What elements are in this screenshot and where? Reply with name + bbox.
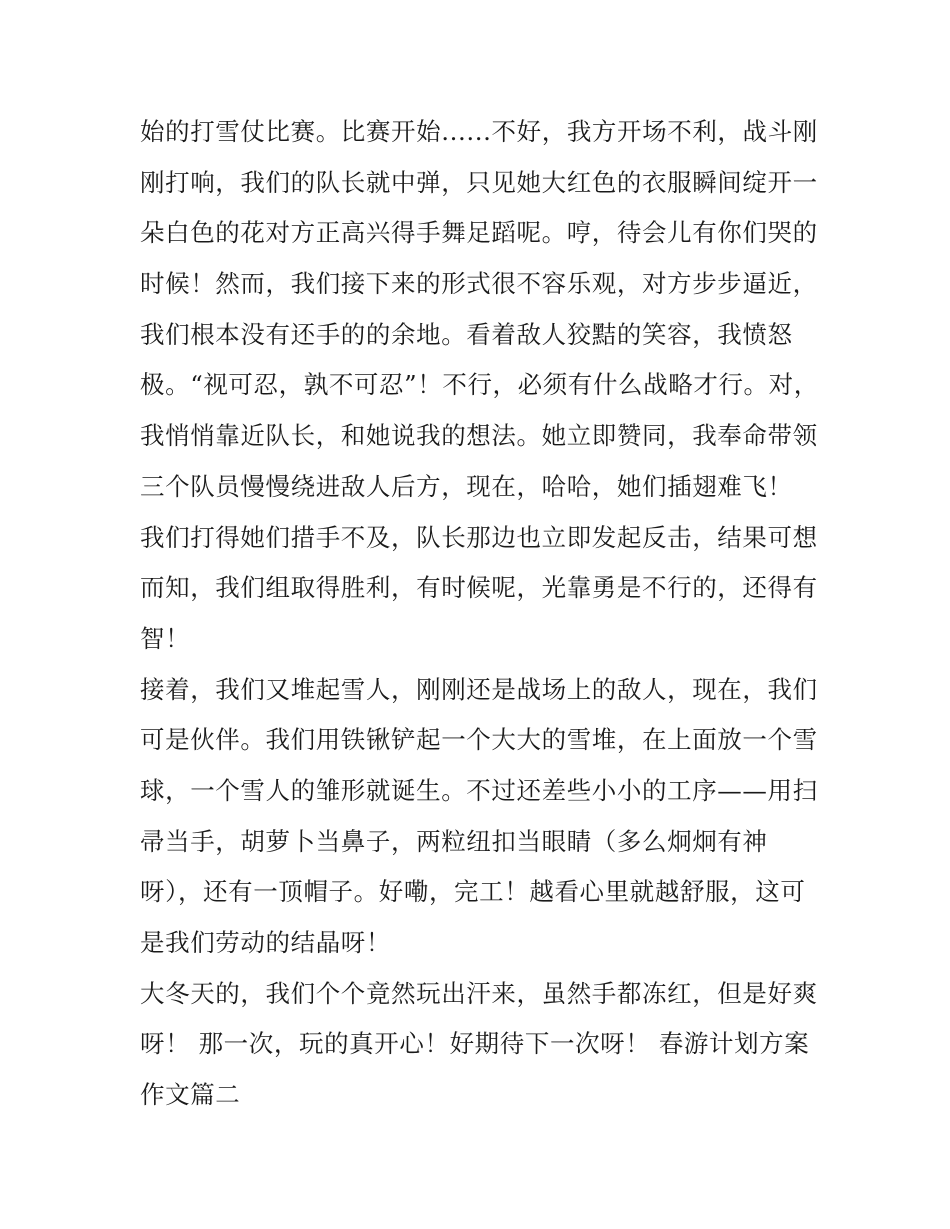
text-line: 是我们劳动的结晶呀！: [140, 928, 391, 957]
text-line: 球，一个雪人的雏形就诞生。不过还差些小小的工序——用扫: [140, 775, 818, 805]
text-line: 作文篇二: [140, 1080, 241, 1110]
text-line: 帚当手，胡萝卜当鼻子，两粒纽扣当眼睛（多么炯炯有神: [140, 826, 768, 856]
text-line: 智！: [140, 623, 191, 653]
text-line: 我悄悄靠近队长，和她说我的想法。她立即赞同，我奉命带领: [140, 421, 818, 451]
text-line: 朵白色的花对方正高兴得手舞足蹈呢。哼，待会儿有你们哭的: [140, 218, 818, 248]
text-line: 可是伙伴。我们用铁锹铲起一个大大的雪堆，在上面放一个雪: [140, 725, 818, 755]
text-line: 刚打响，我们的队长就中弹，只见她大红色的衣服瞬间绽开一: [140, 167, 818, 197]
text-line: 呀！ 那一次，玩的真开心！好期待下一次呀！ 春游计划方案: [140, 1029, 810, 1059]
text-line: 极。“视可忍，孰不可忍”！不行，必须有什么战略才行。对，: [140, 370, 819, 400]
document-body: [140, 107, 820, 1121]
text-line: 接着，我们又堆起雪人，刚刚还是战场上的敌人，现在，我们: [140, 674, 818, 704]
text-line: 时候！然而，我们接下来的形式很不容乐观，对方步步逼近，: [140, 269, 818, 299]
text-line: 我们打得她们措手不及，队长那边也立即发起反击，结果可想: [140, 522, 818, 552]
text-line: 我们根本没有还手的的余地。看着敌人狡黠的笑容，我愤怒: [140, 319, 793, 349]
text-line: 始的打雪仗比赛。比赛开始......不好，我方开场不利，战斗刚: [140, 117, 818, 146]
text-line: 呀），还有一顶帽子。好嘞，完工！越看心里就越舒服，这可: [140, 877, 806, 907]
text-line: 三个队员慢慢绕进敌人后方，现在，哈哈，她们插翅难飞！: [140, 471, 793, 501]
text-line: 大冬天的，我们个个竟然玩出汗来，虽然手都冻红，但是好爽: [140, 978, 818, 1008]
text-line: 而知，我们组取得胜利，有时候呢，光靠勇是不行的，还得有: [140, 573, 818, 603]
